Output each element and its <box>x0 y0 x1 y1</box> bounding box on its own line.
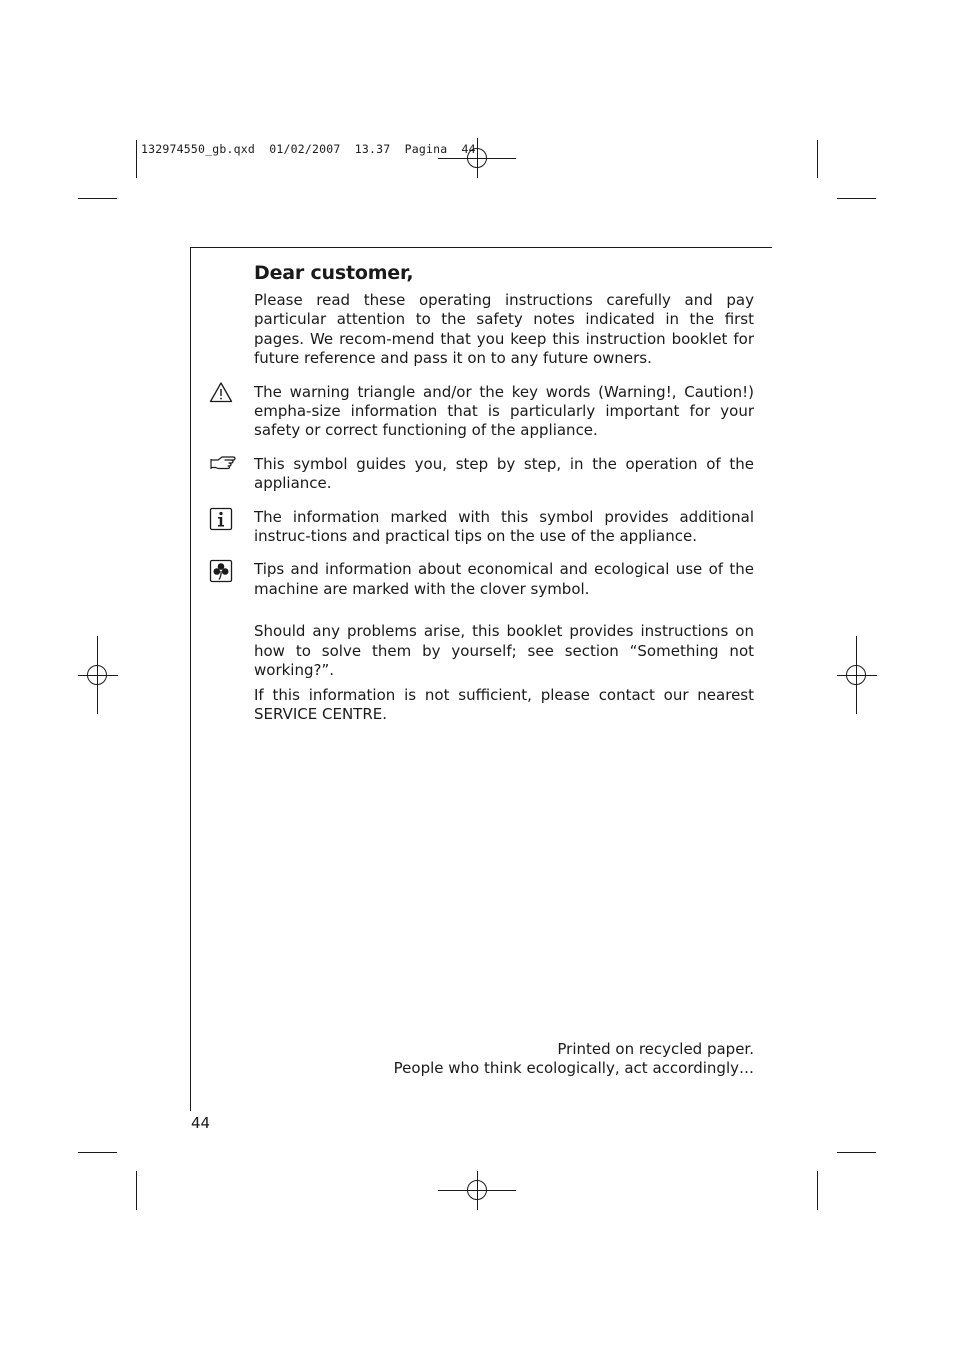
crop-mark <box>817 140 818 178</box>
crop-mark <box>78 1152 117 1153</box>
frame-top-rule <box>190 247 772 248</box>
symbol-item-pointing-hand <box>254 455 754 494</box>
frame-left-rule <box>190 247 191 1111</box>
crop-mark <box>136 140 137 178</box>
crop-mark <box>837 1152 876 1153</box>
contact-paragraph: If this information is not sufficient, please contact our nearest SERVICE CENTRE. <box>254 685 754 723</box>
recycled-paper-note <box>394 1040 754 1079</box>
recycled-note-line-2: People who think ecologically, act accordingly… <box>393 1059 754 1078</box>
symbol-item-clover <box>254 560 754 599</box>
symbol-text: The warning triangle and/or the key words (Warning!, Caution!) empha-size information that is particularly important for your safety or correct functioning of the appliance. <box>254 382 754 440</box>
symbol-item-warning <box>254 383 754 441</box>
crop-mark <box>78 198 117 199</box>
recycled-note-line-1: Printed on recycled paper. <box>557 1040 754 1058</box>
crop-mark <box>837 198 876 199</box>
crop-mark <box>817 1171 818 1210</box>
symbol-text: The information marked with this symbol provides additional instruc-tions and practical tips on the use of the appliance. <box>254 507 754 546</box>
crop-mark <box>136 1171 137 1210</box>
clover-icon <box>209 559 233 583</box>
symbol-text: This symbol guides you, step by step, in the operation of the appliance. <box>254 454 754 493</box>
main-content <box>254 262 754 724</box>
symbol-item-info <box>254 508 754 547</box>
page-number: 44 <box>191 1114 211 1132</box>
pointing-hand-icon <box>209 453 237 473</box>
intro-paragraph: Please read these operating instructions carefully and pay particular attention to the safety notes indicated in the first pages. We recom-mend that you keep this instruction booklet for future reference and pass it on to any future owners. <box>254 291 754 368</box>
warning-triangle-icon <box>209 381 233 405</box>
symbol-text: Tips and information about economical and ecological use of the machine are marked with the clover symbol. <box>254 560 754 598</box>
info-icon <box>209 507 233 531</box>
page-title: Dear customer, <box>254 262 414 284</box>
problems-paragraph: Should any problems arise, this booklet provides instructions on how to solve them by yourself; see section “Something not working?”. <box>254 622 754 680</box>
printer-slug: 132974550_gb.qxd 01/02/2007 13.37 Pagina 44 <box>141 142 476 156</box>
